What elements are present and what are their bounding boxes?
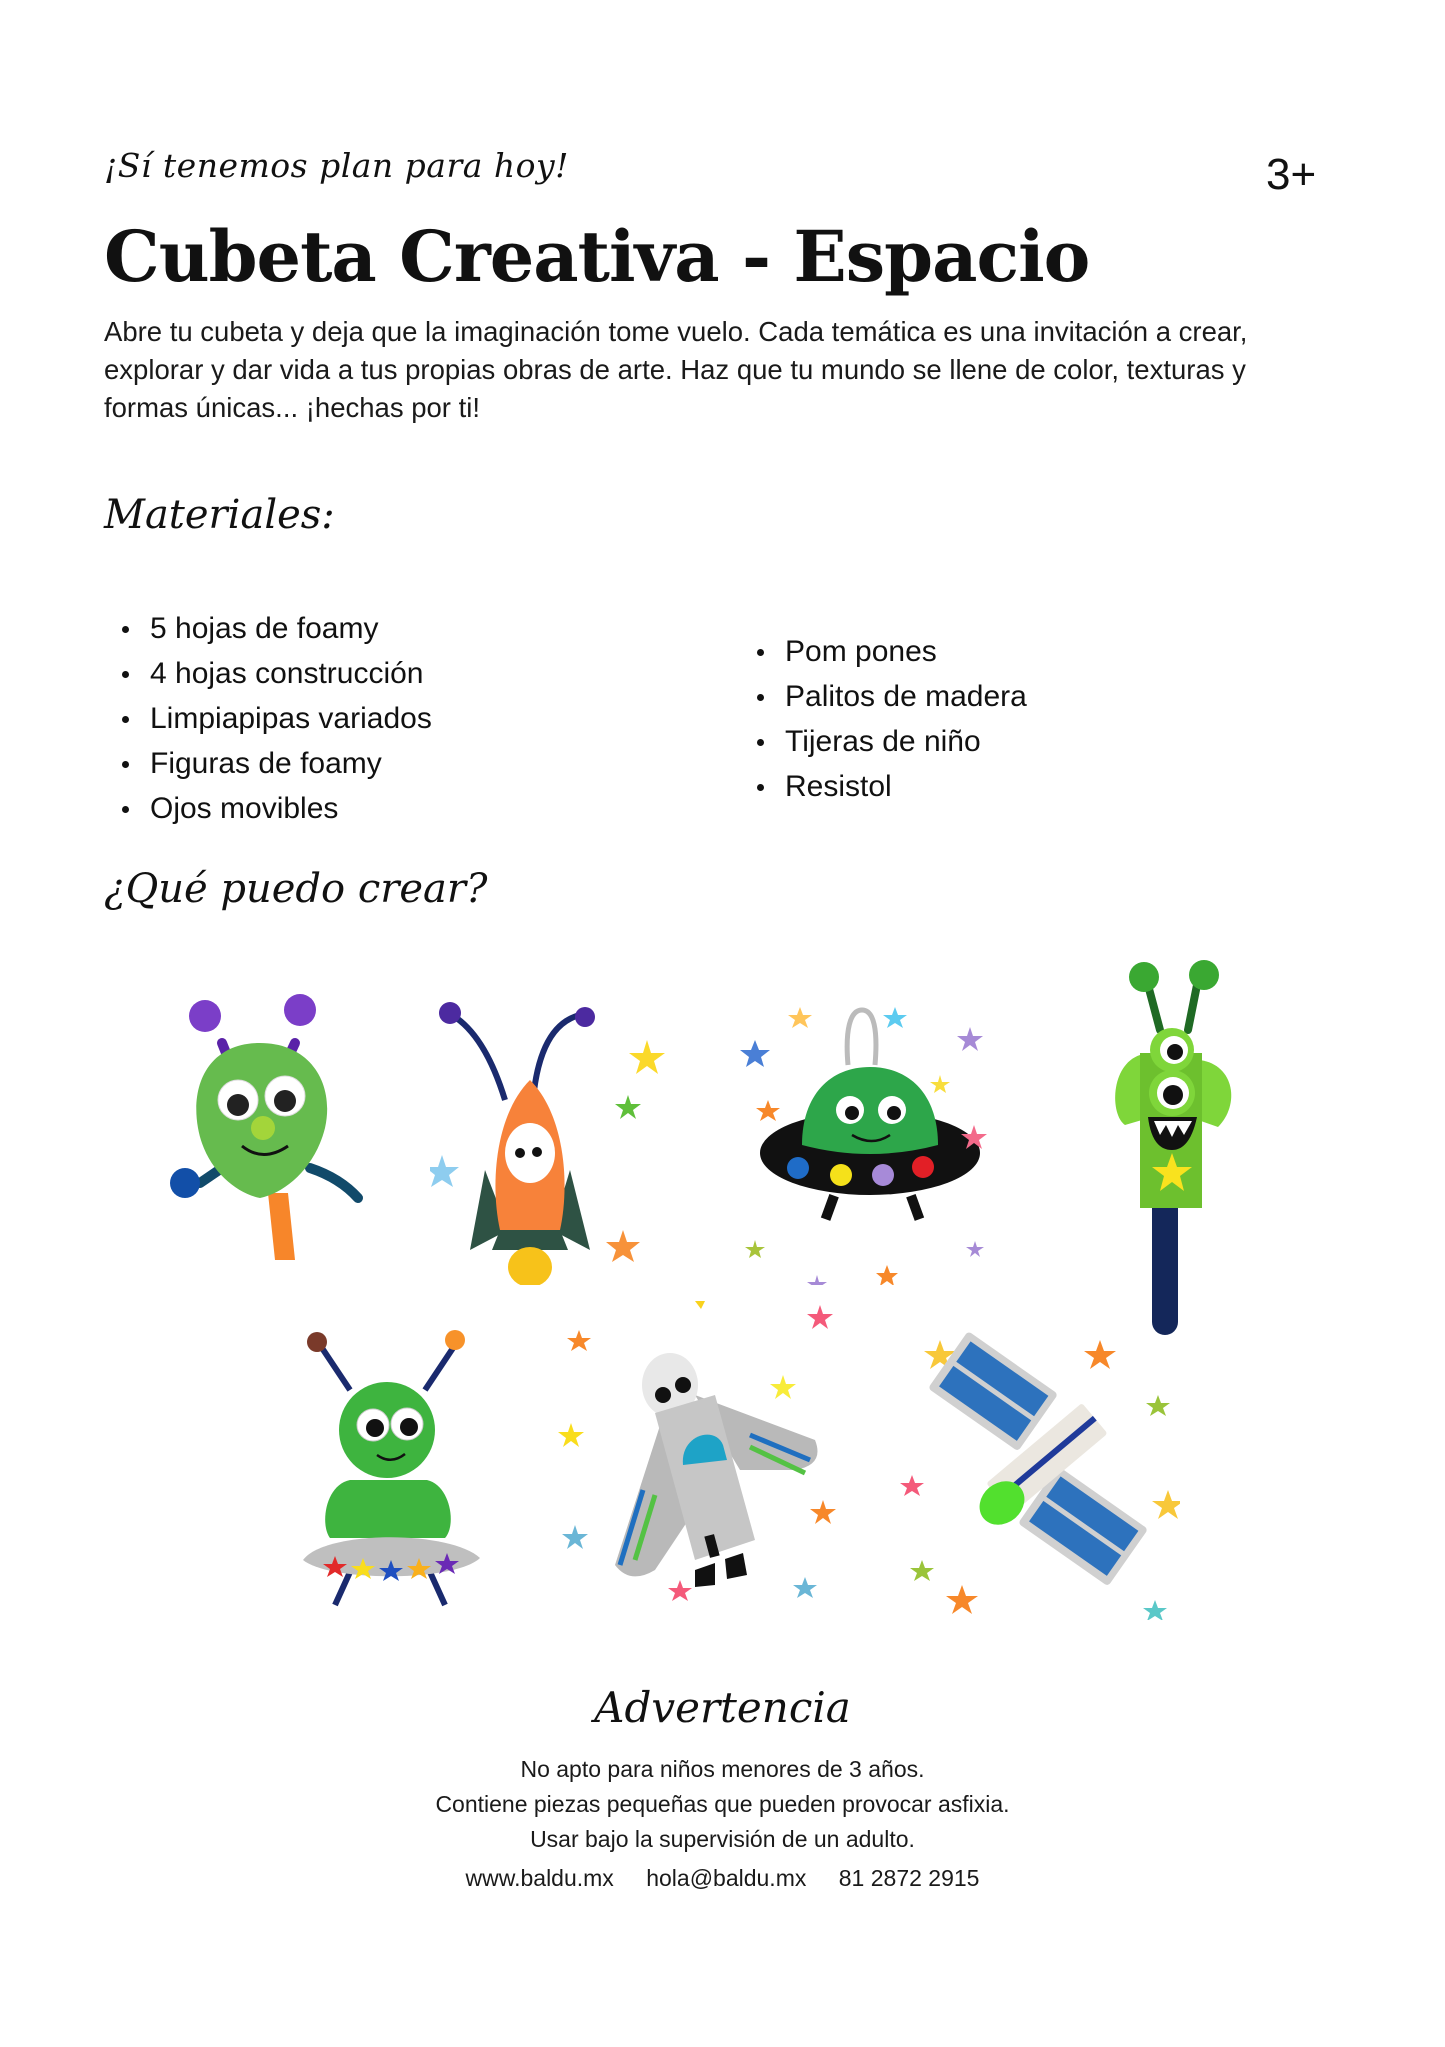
materials-list-left — [120, 606, 432, 831]
rocket-craft-image — [430, 995, 680, 1285]
warning-line: Usar bajo la supervisión de un adulto. — [530, 1826, 915, 1852]
material-item: Palitos de madera — [755, 674, 1027, 719]
website-link[interactable]: www.baldu.mx — [465, 1865, 614, 1891]
materials-heading: Materiales: — [104, 492, 335, 538]
material-item: 4 hojas construcción — [120, 651, 432, 696]
alien-stick-puppet-image — [160, 988, 380, 1273]
warning-heading: Advertencia — [594, 1683, 851, 1732]
warning-text — [0, 1752, 1445, 1857]
page-title: Cubeta Creativa - Espacio — [104, 215, 1090, 298]
material-item: 5 hojas de foamy — [120, 606, 432, 651]
warning-line: No apto para niños menores de 3 años. — [520, 1756, 925, 1782]
space-shuttle-craft-image — [555, 1295, 845, 1615]
material-item: Resistol — [755, 764, 1027, 809]
ufo-ornament-image — [730, 985, 1010, 1285]
email-link[interactable]: hola@baldu.mx — [646, 1865, 807, 1891]
intro-paragraph: Abre tu cubeta y deja que la imaginación tome vuelo. Cada temática es una invitación a crear, explorar y dar vida a tus propias obras de arte. Haz que tu mundo se llene de color, texturas y formas únicas... ¡hechas por ti! — [104, 316, 1248, 423]
material-item: Ojos movibles — [120, 786, 432, 831]
phone-number[interactable]: 81 2872 2915 — [838, 1865, 980, 1891]
warning-line: Contiene piezas pequeñas que pueden provocar asfixia. — [435, 1791, 1010, 1817]
materials-list-right — [755, 629, 1027, 809]
tagline: ¡Sí tenemos plan para hoy! — [104, 146, 569, 185]
satellite-craft-image — [900, 1325, 1180, 1620]
material-item: Limpiapipas variados — [120, 696, 432, 741]
material-item: Figuras de foamy — [120, 741, 432, 786]
alien-saucer-craft-image — [295, 1320, 495, 1620]
age-badge: 3+ — [1266, 150, 1317, 199]
material-item: Tijeras de niño — [755, 719, 1027, 764]
gallery-heading: ¿Qué puedo crear? — [104, 866, 488, 912]
monster-stick-puppet-image — [1080, 955, 1260, 1340]
contact-info — [0, 1865, 1445, 1892]
material-item: Pom pones — [755, 629, 1027, 674]
